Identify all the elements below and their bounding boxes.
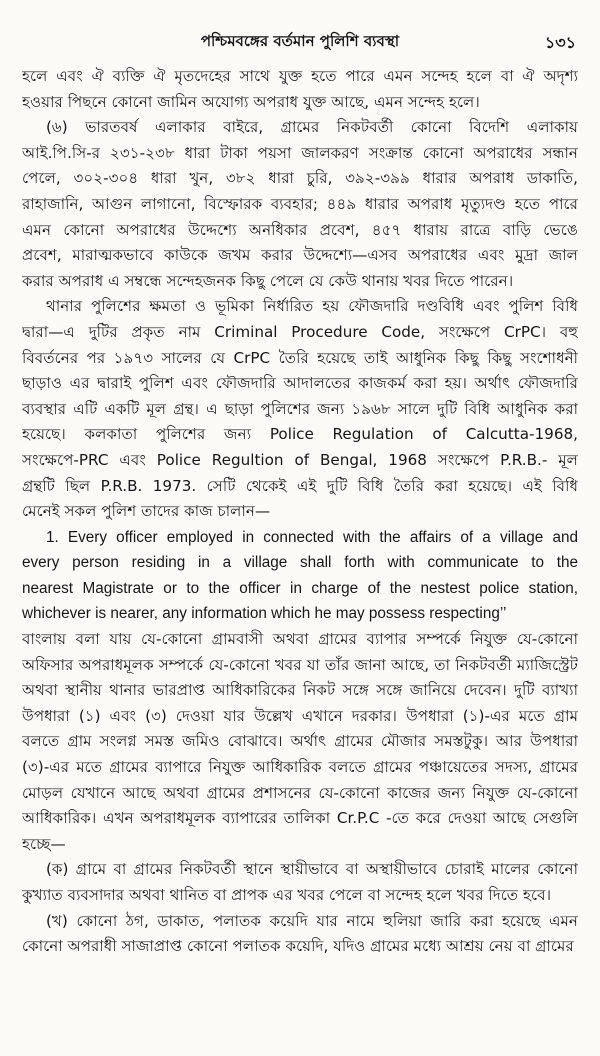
text-line: গ্রন্থটি ছিল P.R.B. 1973. সেটি থেকেই এই দুটি বিধি তৈরি করা হয়েছে। এই বিধি <box>22 476 578 495</box>
text-line: (খ) কোনো ঠগ, ডাকাত, পলাতক কয়েদি যার নামে হুলিয়া জারি করা হয়েছে এমন <box>46 911 578 930</box>
text-line: আধিকারিক। এখন অপরাধমূলক ব্যাপারের তালিকা Cr.P.C -তে করে দেওয়া আছে সেগুলি <box>22 809 578 828</box>
text-line: করার অপরাধ এ সম্বন্ধে সন্দেহজনক কিছু পেলে যে কেউ থানায় খবর দিতে পারেন। <box>22 271 514 290</box>
paragraph <box>22 115 578 294</box>
text-line: মেনেই সকল পুলিশ তাদের কাজ চালান— <box>22 502 271 521</box>
text-line: (ক) গ্রামে বা গ্রামের নিকটবর্তী স্থানে স্থায়ীভাবে বা অস্থায়ীভাবে চোরাই মালের কোনো <box>46 860 578 879</box>
text-line: রাহাজানি, আগুন লাগানো, বিস্ফোরক ব্যবহার; ৪৪৯ ধারার অপরাধ মৃত্যুদণ্ড হতে পারে <box>22 194 578 213</box>
text-line: every person residing in a village shall forth with communicate to the <box>22 554 578 572</box>
text-line: আই.পি.সি-র ২৩১-২৩৮ ধারা টাকা পয়সা জালকরণ সংক্রান্ত কোনো অপরাধের সন্ধান <box>22 143 578 162</box>
running-header <box>22 30 578 56</box>
text-line: nearest Magistrate or to the officer in charge of the nestest police station, <box>22 579 578 597</box>
text-line: অফিসার অপরাধমূলক সম্পর্কে যে-কোনো খবর যা তাঁর জানা আছে, তা নিকটবর্তী ম্যাজিস্ট্রেট <box>22 655 578 674</box>
text-line: 1. Every officer employed in connected with the affairs of a village and <box>46 528 578 546</box>
text-line: whichever is nearer, any information which he may possess respecting’’ <box>22 605 507 623</box>
text-line: প্রবেশ, মারাত্মকভাবে কাউকে জখম করার উদ্দেশ্যে—এসব অপরাধের এবং মুদ্রা জাল <box>22 246 578 265</box>
paragraph <box>22 294 578 524</box>
text-line: দ্বারা—এ দুটির প্রকৃত নাম Criminal Procedure Code, সংক্ষেপে CrPC। বহু <box>22 322 578 341</box>
text-line: হয়েছে। কলকাতা পুলিশের জন্য Police Regulation of Calcutta-1968, <box>22 425 578 444</box>
text-line: কোনো অপরাধী সাজাপ্রাপ্ত কোনো পলাতক কয়েদি, যদিও গ্রামের মধ্যে আশ্রয় নেয় বা গ্রামের <box>22 937 574 956</box>
text-line: হওয়ার পিছনে কোনো জামিন অযোগ্য অপরাধ যুক্ত আছে, এমন সন্দেহ হলে। <box>22 92 480 111</box>
paragraph <box>22 857 578 908</box>
text-line: পেলে, ৩০২-৩০৪ ধারা খুন, ৩৮২ ধারা চুরি, ৩৯২-৩৯৯ ধারার অপরাধ ডাকাতি, <box>22 169 578 188</box>
text-line: উপধারা (১) এবং (৩) দেওয়া যার উল্লেখ এখানে দরকার। উপধারা (১)-এর মতে গ্রাম <box>22 706 578 725</box>
text-line: (৬) ভারতবর্ষ এলাকার বাইরে, গ্রামের নিকটবর্তী কোনো বিদেশি এলাকায় <box>46 118 578 137</box>
text-line: ব্যবস্থার এটি একটি মূল গ্রন্থ। এ ছাড়া পুলিশের জন্য ১৯৬৮ সালে দুটি বিধি আধুনিক করা <box>22 399 578 418</box>
text-line: কুখ্যাত ব্যবসাদার অথবা থানিত বা প্রাপক এর খবর পেলে বা সন্দেহ হলে খবর দিতে হবে। <box>22 886 551 904</box>
text-line: মোড়ল যেখানে আছে অথবা গ্রামের প্রশাসনের যে-কোনো কাজের জন্য নিযুক্ত যে-কোনো <box>22 783 578 802</box>
running-title: পশ্চিমবঙ্গের বর্তমান পুলিশি ব্যবস্থা <box>200 32 400 50</box>
body-text <box>22 64 578 960</box>
paragraph <box>22 64 578 115</box>
paragraph <box>22 525 578 627</box>
text-line: (৩)-এর মতে গ্রামের ব্যাপারে নিযুক্ত আধিকারিক বলতে গ্রামের পঞ্চায়েতের সদস্য, গ্রামের <box>22 758 578 777</box>
text-line: থানার পুলিশের ক্ষমতা ও ভূমিকা নির্ধারিত হয় ফৌজদারি দণ্ডবিধি এবং পুলিশ বিধি <box>46 297 578 316</box>
text-line: হচ্ছে— <box>22 834 66 853</box>
text-line: বিবর্তনের পর ১৯৭৩ সালের যে CrPC তৈরি হয়েছে তাই আধুনিক কিছু কিছু সংশোধনী <box>22 348 578 367</box>
text-line: সংক্ষেপে-PRC এবং Police Regultion of Bengal, 1968 সংক্ষেপে P.R.B.- মূল <box>22 450 578 469</box>
text-line: হলে এবং ঐ ব্যক্তি ঐ মৃতদেহের সাথে যুক্ত হতে পারে এমন সন্দেহ হলে বা ঐ অদৃশ্য <box>22 67 578 85</box>
text-line: বলতে গ্রাম সংলগ্ন সমস্ত জমিও বোঝাবে। অর্থাৎ গ্রামের মৌজার সমস্তটুকু। আর উপধারা <box>22 732 578 751</box>
paragraph <box>22 909 578 960</box>
text-line: এমন কোনো অপরাধের উদ্দেশ্যে অনধিকার প্রবেশ, ৪৫৭ ধারায় রাত্রে বাড়ি ভেঙে <box>22 220 578 239</box>
text-line: বাংলায় বলা যায় যে-কোনো গ্রামবাসী অথবা গ্রামের ব্যাপার সম্পর্কে নিযুক্ত যে-কোনো <box>22 630 578 649</box>
text-line: অথবা স্থানীয় থানার ভারপ্রাপ্ত আধিকারিকের নিকট সঙ্গে সঙ্গে জানিয়ে দেবেন। দুটি ব্যাখ্যা <box>22 681 578 700</box>
text-line: ছাড়াও এর দ্বারাই পুলিশ এবং ফৌজদারি আদালতের কাজকর্ম করা হয়। অর্থাৎ ফৌজদারি <box>22 374 578 393</box>
page-number: ১৩১ <box>544 33 576 52</box>
paragraph <box>22 627 578 857</box>
